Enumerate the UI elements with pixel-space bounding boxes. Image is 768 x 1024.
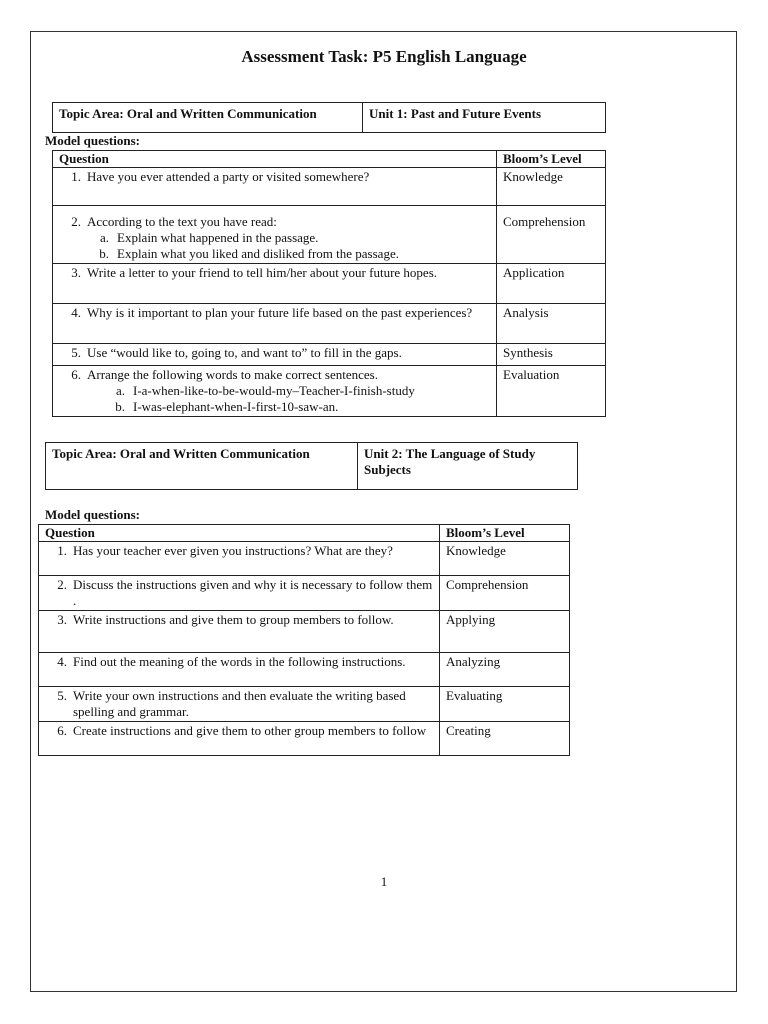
question-number: 2. [57, 577, 67, 592]
question-text: Write instructions and give them to group members to follow. [73, 612, 394, 627]
question-text: Use “would like to, going to, and want to” to fill in the gaps. [87, 345, 402, 360]
unit1-topic-table [52, 102, 606, 133]
unit1-questions-table [52, 150, 606, 417]
question-text: Create instructions and give them to other group members to follow [73, 723, 427, 738]
blooms-level: Comprehension [440, 576, 570, 611]
blooms-level: Comprehension [497, 206, 606, 264]
unit1-col-question: Question [53, 151, 497, 168]
question-number: 1. [71, 169, 81, 184]
unit2-questions-table [38, 524, 570, 756]
question-text: Find out the meaning of the words in the following instructions. [73, 654, 406, 669]
blooms-level: Evaluation [497, 366, 606, 417]
sub-item-letter: b. [99, 246, 109, 261]
table-row [39, 542, 570, 576]
sub-item-text: I-a-when-like-to-be-would-my–Teacher-I-finish-study [133, 383, 415, 398]
blooms-level: Creating [440, 722, 570, 756]
question-number: 4. [57, 654, 67, 669]
question-text: Have you ever attended a party or visited somewhere? [87, 169, 370, 184]
sub-item-letter: b. [115, 399, 125, 414]
unit1-unit-title: Unit 1: Past and Future Events [363, 103, 606, 133]
unit2-unit-title: Unit 2: The Language of Study Subjects [358, 443, 578, 490]
question-text: Has your teacher ever given you instructions? What are they? [73, 543, 393, 558]
blooms-level: Knowledge [497, 168, 606, 206]
table-row [39, 653, 570, 687]
blooms-level: Application [497, 264, 606, 304]
blooms-level: Applying [440, 611, 570, 653]
sub-item-text: I-was-elephant-when-I-first-10-saw-an. [133, 399, 339, 414]
unit2-topic-table [45, 442, 578, 490]
question-number: 2. [71, 214, 81, 229]
unit1-col-level: Bloom’s Level [497, 151, 606, 168]
question-number: 3. [57, 612, 67, 627]
question-text: According to the text you have read: [87, 214, 277, 229]
question-text: Discuss the instructions given and why it is necessary to follow them . [73, 577, 433, 608]
question-number: 1. [57, 543, 67, 558]
question-number: 6. [71, 367, 81, 382]
sub-item-letter: a. [99, 230, 109, 245]
blooms-level: Synthesis [497, 344, 606, 366]
sub-item-text: Explain what happened in the passage. [117, 230, 319, 245]
table-row [53, 168, 606, 206]
table-row [53, 366, 606, 417]
unit2-model-questions-label: Model questions: [45, 507, 140, 522]
question-text: Arrange the following words to make correct sentences. [87, 367, 378, 382]
page-number: 1 [380, 874, 388, 889]
question-number: 3. [71, 265, 81, 280]
table-row [39, 687, 570, 722]
blooms-level: Evaluating [440, 687, 570, 722]
table-row [39, 576, 570, 611]
question-number: 4. [71, 305, 81, 320]
unit2-topic-area: Topic Area: Oral and Written Communication [46, 443, 358, 490]
sub-item-text: Explain what you liked and disliked from the passage. [117, 246, 399, 261]
table-row [39, 722, 570, 756]
page-title: Assessment Task: P5 English Language [241, 47, 527, 66]
question-number: 6. [57, 723, 67, 738]
question-text: Why is it important to plan your future life based on the past experiences? [87, 305, 473, 320]
question-text: Write your own instructions and then evaluate the writing based spelling and grammar. [73, 688, 406, 719]
question-number: 5. [57, 688, 67, 703]
question-number: 5. [71, 345, 81, 360]
unit1-topic-area: Topic Area: Oral and Written Communication [53, 103, 363, 133]
table-row [53, 304, 606, 344]
table-row [53, 344, 606, 366]
unit2-col-level: Bloom’s Level [440, 525, 570, 542]
table-row [53, 264, 606, 304]
unit2-col-question: Question [39, 525, 440, 542]
blooms-level: Analysis [497, 304, 606, 344]
table-row [39, 611, 570, 653]
unit1-model-questions-label: Model questions: [45, 133, 140, 148]
table-row [53, 206, 606, 264]
sub-item-letter: a. [115, 383, 125, 398]
blooms-level: Analyzing [440, 653, 570, 687]
blooms-level: Knowledge [440, 542, 570, 576]
question-text: Write a letter to your friend to tell him/her about your future hopes. [87, 265, 438, 280]
